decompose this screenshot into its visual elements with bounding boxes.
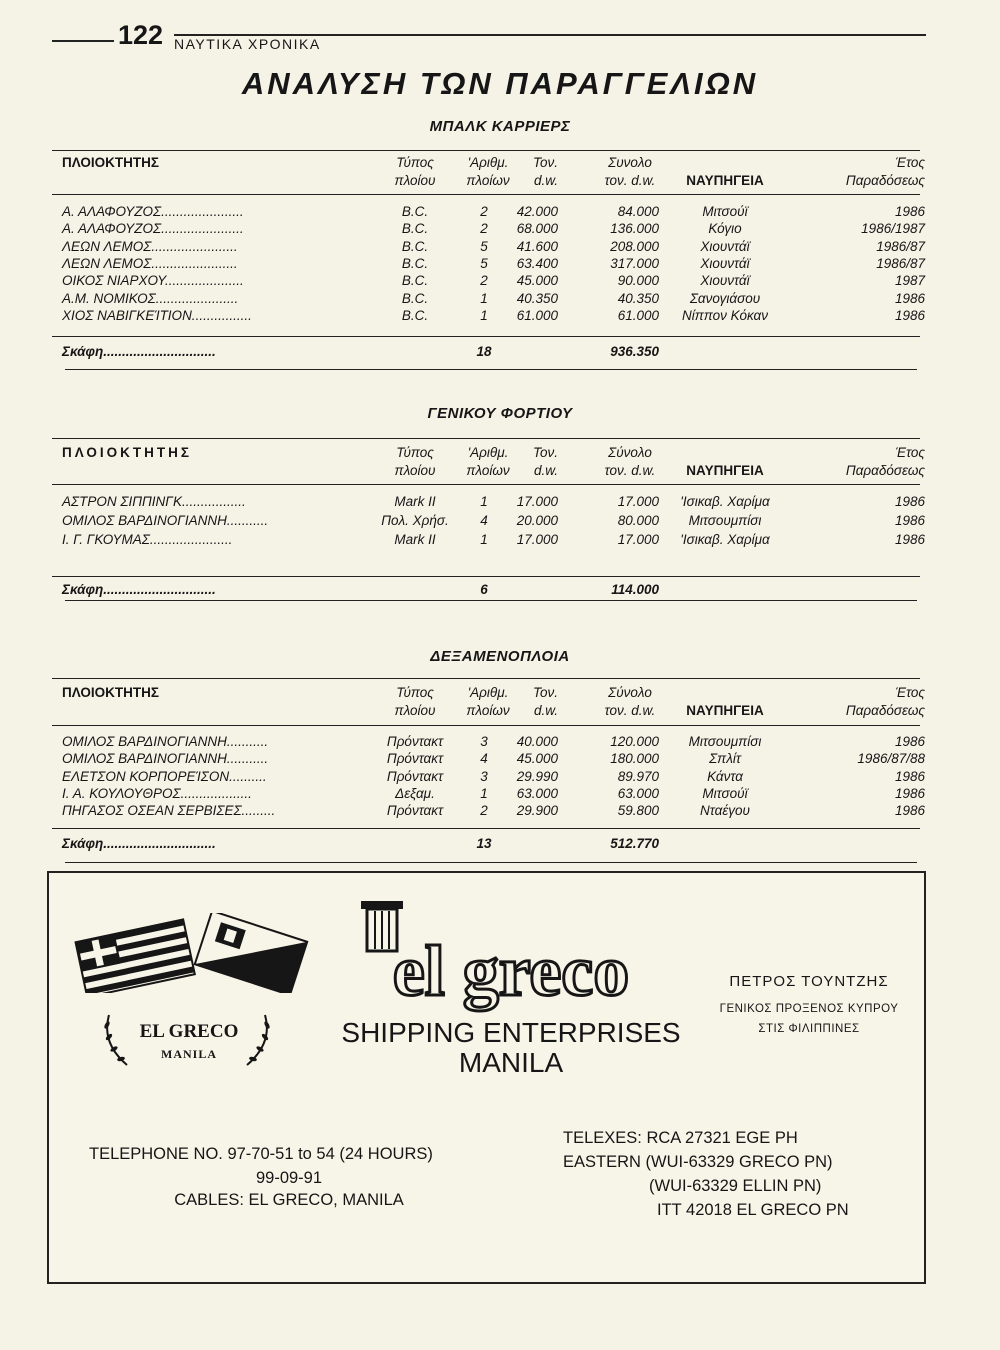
total-count: 6 xyxy=(480,582,488,597)
owner-header: ΠΛΟΙΟΚΤΗΤΗΣ xyxy=(62,155,159,170)
owner-cell: ΕΛΕΤΣΟΝ ΚΟΡΠΟΡΕΊΣΟΝ.......... xyxy=(62,768,267,784)
total-header-2: τον. d.w. xyxy=(604,173,656,188)
total-cell: 120.000 xyxy=(610,734,659,749)
shipyard-cell: Μιτσουμπίσι xyxy=(688,513,762,528)
advertisement xyxy=(47,871,926,1284)
count-cell: 2 xyxy=(480,803,488,819)
total-cell: 59.800 xyxy=(617,803,659,819)
section-rule-bottom xyxy=(65,600,917,601)
total-row xyxy=(0,581,1000,598)
yard-header: ΝΑΥΠΗΓΕΙΑ xyxy=(686,173,764,188)
type-cell: Mark II xyxy=(394,494,436,509)
table-row xyxy=(0,768,1000,785)
shipyard-cell: Σανογιάσου xyxy=(689,290,761,306)
type-header-2: πλοίου xyxy=(394,703,436,718)
count-cell: 5 xyxy=(480,255,488,271)
delivery-year-cell: 1986 xyxy=(894,307,925,323)
total-cell: 180.000 xyxy=(610,751,659,767)
section-rule-top xyxy=(52,438,920,439)
telex-4: ITT 42018 EL GRECO PN xyxy=(657,1201,849,1219)
type-cell: B.C. xyxy=(401,307,429,323)
total-cell: 17.000 xyxy=(617,494,659,509)
telex-2: EASTERN (WUI-63329 GRECO PN) xyxy=(563,1153,833,1171)
ton-header-1: Τον. xyxy=(532,445,558,460)
section-rule-header xyxy=(52,484,920,485)
table-row xyxy=(0,750,1000,767)
type-cell: Mark II xyxy=(394,532,436,547)
delivery-year-cell: 1986 xyxy=(894,734,925,749)
total-cell: 136.000 xyxy=(610,221,659,237)
total-row xyxy=(0,835,1000,852)
year-header-2: Παραδόσεως xyxy=(845,173,925,188)
section-rule-header xyxy=(52,725,920,726)
telex-1: TELEXES: RCA 27321 EGE PH xyxy=(563,1129,798,1147)
type-cell: Πρόντακτ xyxy=(386,803,444,819)
owner-cell: Ι. Α. ΚΟΥΛΟΥΘΡΟΣ................... xyxy=(62,785,252,801)
tonnage-cell: 63.400 xyxy=(516,255,558,271)
year-header-2: Παραδόσεως xyxy=(845,703,925,718)
tonnage-cell: 68.000 xyxy=(516,221,558,237)
telephone-2: 99-09-91 xyxy=(255,1169,323,1187)
ton-header-2: d.w. xyxy=(533,463,558,478)
delivery-year-cell: 1986 xyxy=(894,803,925,819)
shipyard-cell: Κόγιο xyxy=(708,221,742,237)
count-cell: 4 xyxy=(480,513,488,528)
total-cell: 40.350 xyxy=(617,290,659,306)
table-row xyxy=(0,238,1000,255)
total-tonnage: 114.000 xyxy=(611,582,659,597)
delivery-year-cell: 1986/87 xyxy=(876,255,925,271)
year-header-1: Έτος xyxy=(895,155,925,170)
year-header-2: Παραδόσεως xyxy=(845,463,925,478)
shipyard-cell: 'Ισικαβ. Χαρίμα xyxy=(680,494,770,509)
section-rule-top xyxy=(52,150,920,151)
owner-cell: ΟΜΙΛΟΣ ΒΑΡΔΙΝΟΓΙΑΝΝΗ........... xyxy=(62,751,269,767)
owner-cell: ΠΗΓΑΣΟΣ ΟΣΕΑΝ ΣΕΡΒΙΣΕΣ......... xyxy=(62,803,276,819)
owner-header: ΠΛΟΙΟΚΤΗΤΗΣ xyxy=(62,445,192,460)
table-row xyxy=(0,733,1000,750)
shipyard-cell: 'Ισικαβ. Χαρίμα xyxy=(680,532,770,547)
section-title: ΜΠΑΛΚ ΚΑΡΡΙΕΡΣ xyxy=(429,118,571,135)
number-header-2: πλοίων xyxy=(466,463,510,478)
count-cell: 1 xyxy=(480,785,488,801)
total-cell: 90.000 xyxy=(617,273,659,289)
type-header-1: Τύπος xyxy=(396,155,434,170)
telephone: TELEPHONE NO. 97-70-51 to 54 (24 HOURS) xyxy=(89,1145,433,1163)
delivery-year-cell: 1986 xyxy=(894,513,925,528)
count-cell: 1 xyxy=(480,532,488,547)
shipyard-cell: Μιτσούϊ xyxy=(702,785,748,801)
tonnage-cell: 42.000 xyxy=(516,204,558,219)
yard-header: ΝΑΥΠΗΓΕΙΑ xyxy=(686,463,764,478)
contact-title-2: ΣΤΙΣ ΦΙΛΙΠΠΙΝΕΣ xyxy=(758,1023,860,1035)
shipyard-cell: Κάντα xyxy=(707,768,743,784)
owner-cell: ΟΜΙΛΟΣ ΒΑΡΔΙΝΟΓΙΑΝΝΗ........... xyxy=(62,513,269,528)
type-cell: Πρόντακτ xyxy=(386,768,444,784)
delivery-year-cell: 1986/87 xyxy=(876,238,925,254)
total-cell: 208.000 xyxy=(610,238,659,254)
section-title: ΓΕΝΙΚΟΥ ΦΟΡΤΙΟΥ xyxy=(427,405,573,422)
shipyard-cell: Μιτσούϊ xyxy=(702,204,748,219)
table-row xyxy=(0,290,1000,307)
owner-cell: ΛΕΩΝ ΛΕΜΟΣ....................... xyxy=(62,255,238,271)
year-header-1: Έτος xyxy=(895,445,925,460)
total-cell: 80.000 xyxy=(617,513,659,528)
table-row xyxy=(0,512,1000,529)
shipyard-cell: Σπλίτ xyxy=(709,751,741,767)
contact-title-1: ΓΕΝΙΚΟΣ ΠΡΟΞΕΝΟΣ ΚΥΠΡΟΥ xyxy=(719,1003,899,1015)
type-header-1: Τύπος xyxy=(396,445,434,460)
number-header-2: πλοίων xyxy=(466,173,510,188)
owner-cell: Α.Μ. ΝΟΜΙΚΟΣ...................... xyxy=(62,290,239,306)
tonnage-cell: 63.000 xyxy=(516,785,558,801)
delivery-year-cell: 1986 xyxy=(894,290,925,306)
section-rule-total xyxy=(52,576,920,577)
year-header-1: Έτος xyxy=(895,685,925,700)
tonnage-cell: 41.600 xyxy=(516,238,558,254)
count-cell: 2 xyxy=(480,221,488,237)
section-rule-bottom xyxy=(65,369,917,370)
type-cell: B.C. xyxy=(401,204,429,219)
tonnage-cell: 45.000 xyxy=(516,273,558,289)
number-header-2: πλοίων xyxy=(466,703,510,718)
number-header-1: 'Αριθμ. xyxy=(467,155,509,170)
tonnage-cell: 20.000 xyxy=(516,513,558,528)
type-cell: B.C. xyxy=(401,238,429,254)
table-row xyxy=(0,307,1000,324)
type-cell: B.C. xyxy=(401,273,429,289)
delivery-year-cell: 1986/87/88 xyxy=(857,751,925,767)
table-row xyxy=(0,785,1000,802)
shipyard-cell: Χιουντάϊ xyxy=(700,255,750,271)
shipyard-cell: Χιουντάϊ xyxy=(700,273,750,289)
owner-header: ΠΛΟΙΟΚΤΗΤΗΣ xyxy=(62,685,159,700)
owner-cell: Α. ΑΛΑΦΟΥΖΟΣ...................... xyxy=(62,221,244,237)
table-row xyxy=(0,272,1000,289)
type-header-2: πλοίου xyxy=(394,173,436,188)
total-cell: 89.970 xyxy=(617,768,659,784)
total-label: Σκάφη.............................. xyxy=(62,836,216,851)
number-header-1: 'Αριθμ. xyxy=(467,445,509,460)
total-cell: 317.000 xyxy=(610,255,659,271)
owner-cell: Α. ΑΛΑΦΟΥΖΟΣ...................... xyxy=(62,204,244,219)
type-cell: Δεξαμ. xyxy=(395,785,435,801)
emblem-city: MANILA xyxy=(161,1047,217,1061)
emblem-name: EL GRECO xyxy=(139,1021,239,1042)
telex-3: (WUI-63329 ELLIN PN) xyxy=(649,1177,822,1195)
count-cell: 4 xyxy=(480,751,488,767)
count-cell: 1 xyxy=(480,494,488,509)
brand-logo: el greco xyxy=(392,931,630,1011)
count-cell: 2 xyxy=(480,273,488,289)
section-rule-total xyxy=(52,828,920,829)
total-tonnage: 512.770 xyxy=(610,836,659,851)
ton-header-1: Τον. xyxy=(532,685,558,700)
count-cell: 1 xyxy=(480,290,488,306)
contact-name: ΠΕΤΡΟΣ ΤΟΥΝΤΖΗΣ xyxy=(729,973,889,990)
table-row xyxy=(0,220,1000,237)
delivery-year-cell: 1986 xyxy=(894,204,925,219)
page-number: 122 xyxy=(118,20,164,50)
shipyard-cell: Νίππον Κόκαν xyxy=(681,307,769,323)
tonnage-cell: 61.000 xyxy=(516,307,558,323)
owner-cell: ΟΜΙΛΟΣ ΒΑΡΔΙΝΟΓΙΑΝΝΗ........... xyxy=(62,734,269,749)
number-header-1: 'Αριθμ. xyxy=(467,685,509,700)
table-row xyxy=(0,531,1000,548)
section-rule-header xyxy=(52,194,920,195)
count-cell: 3 xyxy=(480,768,488,784)
total-label: Σκάφη.............................. xyxy=(62,344,216,359)
cables: CABLES: EL GRECO, MANILA xyxy=(174,1191,404,1209)
tonnage-cell: 29.990 xyxy=(516,768,558,784)
tonnage-cell: 29.900 xyxy=(516,803,558,819)
ton-header-2: d.w. xyxy=(533,703,558,718)
type-cell: Πρόντακτ xyxy=(386,734,444,749)
delivery-year-cell: 1986 xyxy=(894,494,925,509)
tonnage-cell: 17.000 xyxy=(516,532,558,547)
total-header-1: Σύνολο xyxy=(608,445,652,460)
header-rule-left xyxy=(52,40,114,42)
section-rule-bottom xyxy=(65,862,917,863)
tonnage-cell: 40.000 xyxy=(516,734,558,749)
table-row xyxy=(0,203,1000,220)
total-row xyxy=(0,343,1000,360)
ton-header-1: Τον. xyxy=(532,155,558,170)
type-cell: B.C. xyxy=(401,221,429,237)
total-cell: 61.000 xyxy=(617,307,659,323)
section-title: ΔΕΞΑΜΕΝΟΠΛΟΙΑ xyxy=(430,648,570,665)
count-cell: 5 xyxy=(480,238,488,254)
total-header-1: Συνολο xyxy=(608,155,652,170)
shipyard-cell: Μιτσουμπίσι xyxy=(688,734,762,749)
delivery-year-cell: 1986 xyxy=(894,768,925,784)
section-rule-top xyxy=(52,678,920,679)
owner-cell: Ι. Γ. ΓΚΟΥΜΑΣ...................... xyxy=(62,532,233,547)
yard-header: ΝΑΥΠΗΓΕΙΑ xyxy=(686,703,764,718)
total-header-1: Σύνολο xyxy=(608,685,652,700)
tonnage-cell: 17.000 xyxy=(516,494,558,509)
delivery-year-cell: 1987 xyxy=(894,273,925,289)
total-header-2: τον. d.w. xyxy=(604,463,656,478)
total-cell: 84.000 xyxy=(617,204,659,219)
type-cell: Πρόντακτ xyxy=(386,751,444,767)
owner-cell: ΑΣΤΡΟΝ ΣΙΠΠΙΝΓΚ................. xyxy=(62,494,246,509)
ton-header-2: d.w. xyxy=(533,173,558,188)
journal-name: ΝΑΥΤΙΚΑ ΧΡΟΝΙΚΑ xyxy=(174,36,321,52)
type-header-1: Τύπος xyxy=(396,685,434,700)
tonnage-cell: 45.000 xyxy=(516,751,558,767)
company-name: SHIPPING ENTERPRISES xyxy=(341,1017,681,1048)
shipyard-cell: Χιουντάϊ xyxy=(700,238,750,254)
company-city: MANILA xyxy=(458,1047,564,1078)
page-title: ΑΝΑΛΥΣΗ ΤΩΝ ΠΑΡΑΓΓΕΛΙΩΝ xyxy=(241,66,759,101)
flags-icon xyxy=(71,913,311,993)
section-rule-total xyxy=(52,336,920,337)
delivery-year-cell: 1986/1987 xyxy=(861,221,925,237)
total-tonnage: 936.350 xyxy=(610,344,659,359)
total-cell: 17.000 xyxy=(617,532,659,547)
total-count: 13 xyxy=(476,836,492,851)
count-cell: 3 xyxy=(480,734,488,749)
tonnage-cell: 40.350 xyxy=(516,290,558,306)
table-row xyxy=(0,493,1000,510)
table-row xyxy=(0,802,1000,819)
total-cell: 63.000 xyxy=(617,785,659,801)
owner-cell: ΟΙΚΟΣ ΝΙΑΡΧΟΥ..................... xyxy=(62,273,244,289)
total-count: 18 xyxy=(476,344,492,359)
total-header-2: τον. d.w. xyxy=(604,703,656,718)
delivery-year-cell: 1986 xyxy=(894,532,925,547)
type-header-2: πλοίου xyxy=(394,463,436,478)
type-cell: Πολ. Χρήσ. xyxy=(381,513,449,528)
count-cell: 1 xyxy=(480,307,488,323)
type-cell: B.C. xyxy=(401,290,429,306)
shipyard-cell: Νταέγου xyxy=(700,803,750,819)
total-label: Σκάφη.............................. xyxy=(62,582,216,597)
owner-cell: ΛΕΩΝ ΛΕΜΟΣ....................... xyxy=(62,238,238,254)
type-cell: B.C. xyxy=(401,255,429,271)
table-row xyxy=(0,255,1000,272)
count-cell: 2 xyxy=(480,204,488,219)
delivery-year-cell: 1986 xyxy=(894,785,925,801)
owner-cell: ΧΙΟΣ ΝΑΒΙΓΚΕΊΤΙΟΝ................ xyxy=(62,307,252,323)
